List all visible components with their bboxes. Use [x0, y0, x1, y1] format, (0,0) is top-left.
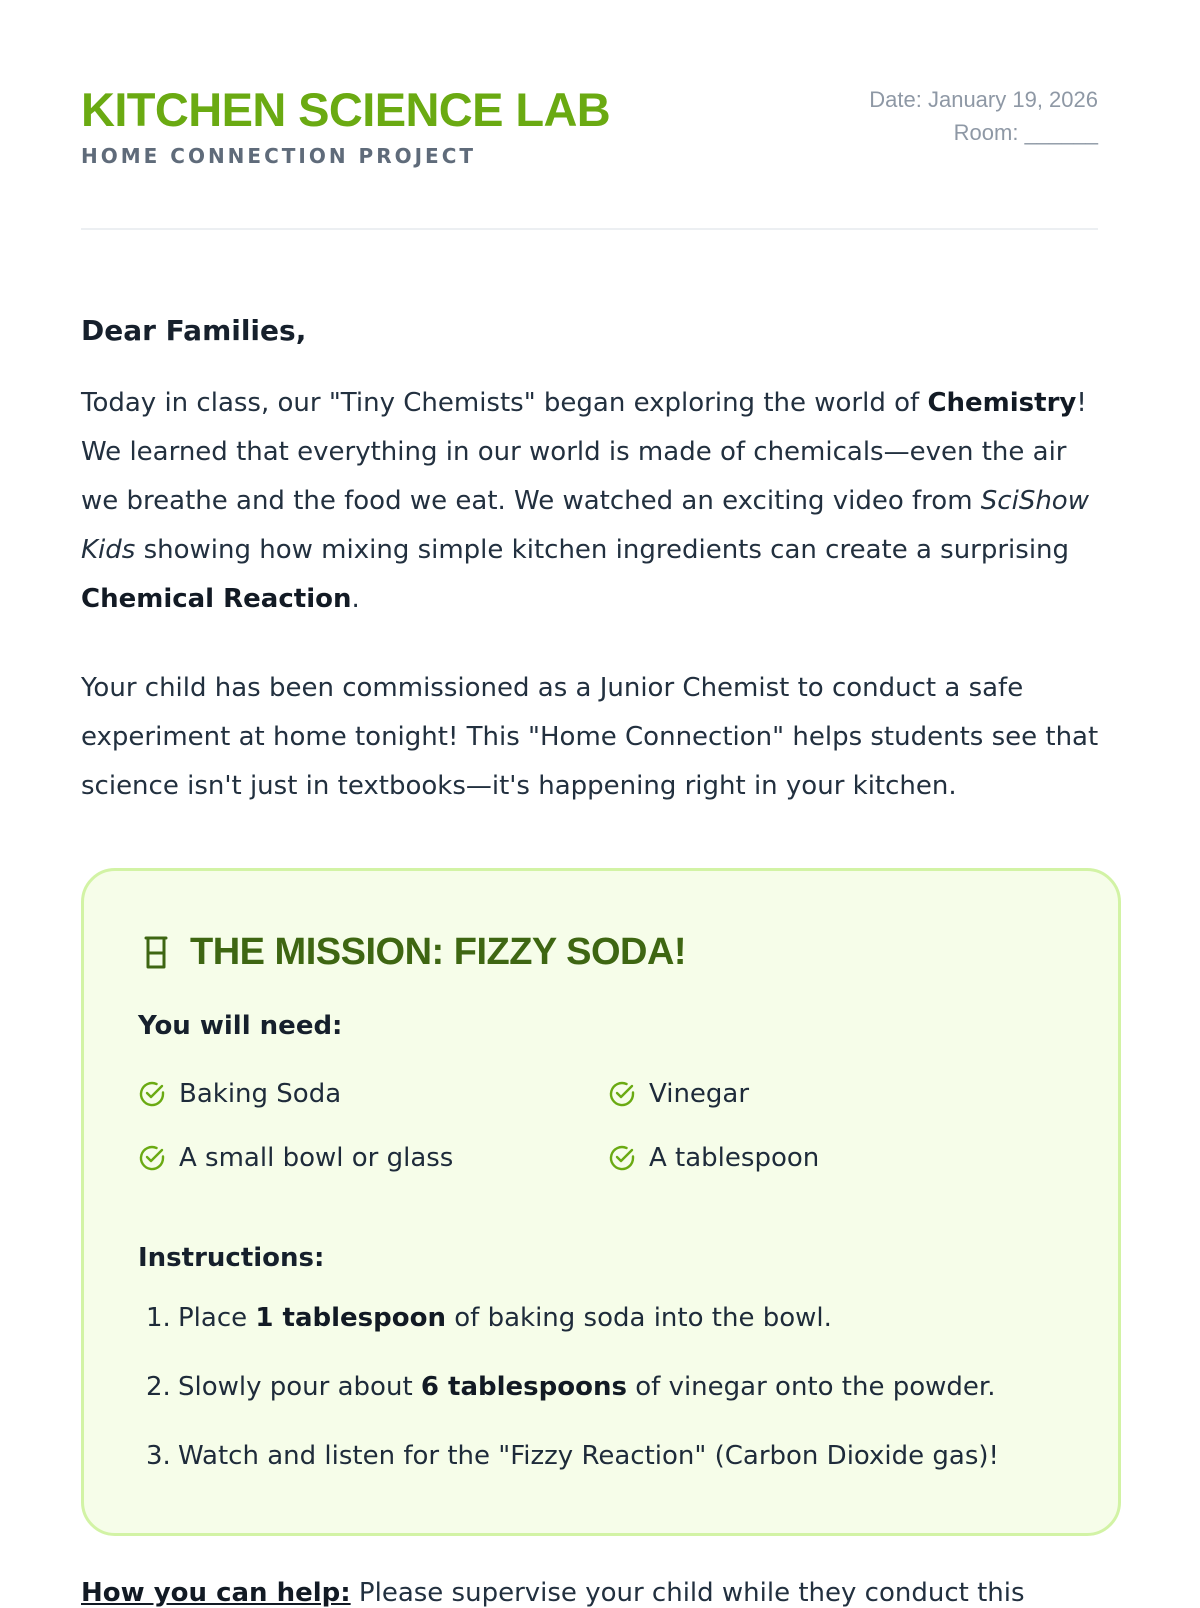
intro-bold-reaction: Chemical Reaction	[81, 584, 352, 614]
intro-italic-source: SciShow Kids	[81, 486, 1089, 565]
instruction-step	[146, 1372, 999, 1441]
supply-item	[138, 1079, 608, 1109]
intro-bold-chemistry: Chemistry	[927, 388, 1077, 418]
instruction-step	[146, 1303, 999, 1372]
step-text-bold: 1 tablespoon	[255, 1303, 446, 1333]
supply-label: Baking Soda	[179, 1079, 342, 1109]
intro-text-2: ! We learned that everything in our world is made of chemicals—even the air we breathe and the food we eat. We watched an exciting video from	[81, 388, 1087, 516]
step-text	[178, 1441, 999, 1510]
supply-item	[608, 1079, 1038, 1109]
date-line: Date: January 19, 2026	[869, 87, 1098, 112]
intro-paragraph	[81, 379, 1100, 624]
page-title: KITCHEN SCIENCE LAB	[81, 83, 611, 136]
mission-title: THE MISSION: FIZZY SODA!	[190, 931, 687, 973]
greeting: Dear Families,	[81, 314, 307, 347]
step-number: 1.	[146, 1303, 171, 1333]
instructions-list	[146, 1303, 999, 1510]
supply-item	[608, 1143, 1038, 1173]
step-text-after: of baking soda into the bowl.	[446, 1303, 832, 1333]
check-circle-icon	[608, 1144, 636, 1172]
step-number: 2.	[146, 1372, 171, 1402]
check-circle-icon	[138, 1080, 166, 1108]
intro-text-1: Today in class, our "Tiny Chemists" began exploring the world of	[81, 388, 928, 418]
help-label: How you can help:	[81, 1578, 351, 1608]
supply-label: A small bowl or glass	[179, 1143, 454, 1173]
step-text-after: of vinegar onto the powder.	[626, 1372, 996, 1402]
help-text: Please supervise your child while they conduct this	[350, 1578, 1025, 1608]
instructions-heading: Instructions:	[138, 1243, 325, 1273]
step-text-before: Place	[178, 1303, 256, 1333]
check-circle-icon	[138, 1144, 166, 1172]
supplies-heading: You will need:	[138, 1011, 343, 1041]
supply-item	[138, 1143, 608, 1173]
beaker-icon	[140, 935, 172, 971]
page-subtitle: HOME CONNECTION PROJECT	[81, 144, 477, 168]
supplies-list	[138, 1079, 1038, 1173]
step-text-before: Slowly pour about	[178, 1372, 421, 1402]
mission-box	[81, 868, 1121, 1536]
supply-label: A tablespoon	[649, 1143, 820, 1173]
header-meta	[869, 83, 1098, 149]
intro-text-4: .	[351, 584, 360, 614]
instruction-step	[146, 1441, 999, 1510]
step-text-before: Watch and listen for the "Fizzy Reaction" (Carbon Dioxide gas)!	[178, 1441, 999, 1471]
step-text	[178, 1372, 995, 1441]
page-header	[81, 0, 1098, 230]
supply-label: Vinegar	[649, 1079, 750, 1109]
step-text	[178, 1303, 832, 1372]
room-line: Room: ______	[953, 120, 1098, 145]
help-paragraph	[81, 1578, 1121, 1608]
check-circle-icon	[608, 1080, 636, 1108]
step-number: 3.	[146, 1441, 171, 1471]
step-text-bold: 6 tablespoons	[420, 1372, 627, 1402]
assignment-paragraph: Your child has been commissioned as a Junior Chemist to conduct a safe experiment at home tonight! This "Home Connection" helps students see that science isn't just in textbooks—it's happening right in your kitchen.	[81, 673, 1099, 801]
intro-text-3: showing how mixing simple kitchen ingredients can create a surprising	[135, 535, 1070, 565]
mission-header	[140, 931, 686, 974]
